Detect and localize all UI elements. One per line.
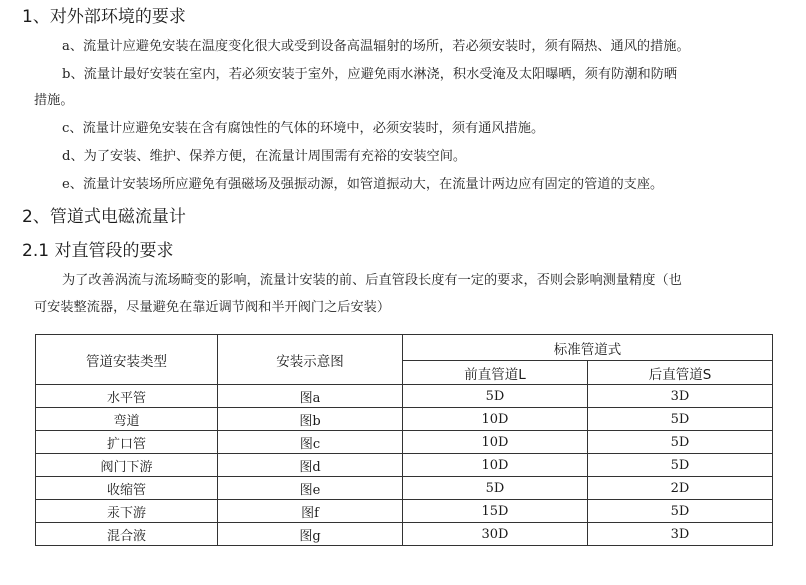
- straight-pipe-table: [35, 334, 773, 546]
- cell-type: 水平管: [36, 385, 218, 408]
- cell-type: 汞下游: [36, 500, 218, 523]
- straight-pipe-paragraph-line1: 为了改善涡流与流场畸变的影响，流量计安装的前、后直管段长度有一定的要求，否则会影响测量精度（也: [62, 273, 682, 288]
- table-row: [36, 408, 773, 431]
- cell-type: 扩口管: [36, 431, 218, 454]
- requirement-c: c、流量计应避免安装在含有腐蚀性的气体的环境中，必须安装时，须有通风措施。: [62, 121, 545, 136]
- cell-diagram: 图g: [218, 523, 403, 546]
- cell-front: 10D: [403, 431, 588, 454]
- cell-back: 3D: [588, 385, 773, 408]
- table-row: [36, 523, 773, 546]
- column-header-diagram: 安装示意图: [218, 335, 403, 385]
- cell-diagram: 图a: [218, 385, 403, 408]
- cell-diagram: 图d: [218, 454, 403, 477]
- column-header-back-straight: 后直管道S: [588, 361, 773, 385]
- cell-back: 2D: [588, 477, 773, 500]
- cell-diagram: 图f: [218, 500, 403, 523]
- cell-front: 5D: [403, 477, 588, 500]
- cell-back: 5D: [588, 454, 773, 477]
- cell-type: 混合液: [36, 523, 218, 546]
- section-heading-environment: 1、对外部环境的要求: [22, 7, 186, 27]
- cell-front: 30D: [403, 523, 588, 546]
- table-header-row: [36, 335, 773, 361]
- table-row: [36, 431, 773, 454]
- table-row: [36, 500, 773, 523]
- cell-back: 5D: [588, 500, 773, 523]
- requirement-d: d、为了安装、维护、保养方便，在流量计周围需有充裕的安装空间。: [62, 149, 467, 164]
- column-header-standard: 标准管道式: [403, 335, 773, 361]
- requirement-a: a、流量计应避免安装在温度变化很大或受到设备高温辐射的场所，若必须安装时，须有隔热、通风的措施。: [62, 39, 690, 54]
- cell-type: 阀门下游: [36, 454, 218, 477]
- requirement-b-continued: 措施。: [34, 93, 74, 108]
- cell-diagram: 图c: [218, 431, 403, 454]
- cell-front: 15D: [403, 500, 588, 523]
- cell-back: 5D: [588, 431, 773, 454]
- cell-back: 5D: [588, 408, 773, 431]
- cell-front: 5D: [403, 385, 588, 408]
- cell-diagram: 图b: [218, 408, 403, 431]
- table-row: [36, 454, 773, 477]
- section-heading-pipe-meter: 2、管道式电磁流量计: [22, 207, 186, 227]
- table-row: [36, 477, 773, 500]
- column-header-front-straight: 前直管道L: [403, 361, 588, 385]
- cell-back: 3D: [588, 523, 773, 546]
- straight-pipe-paragraph-line2: 可安装整流器，尽量避免在靠近调节阀和半开阀门之后安装）: [34, 300, 391, 315]
- requirement-e: e、流量计安装场所应避免有强磁场及强振动源，如管道振动大，在流量计两边应有固定的管道的支座。: [62, 177, 664, 192]
- requirement-b: b、流量计最好安装在室内，若必须安装于室外，应避免雨水淋浇，积水受淹及太阳曝晒，须有防潮和防晒: [62, 67, 678, 82]
- cell-type: 弯道: [36, 408, 218, 431]
- table-row: [36, 385, 773, 408]
- cell-front: 10D: [403, 408, 588, 431]
- column-header-type: 管道安装类型: [36, 335, 218, 385]
- cell-front: 10D: [403, 454, 588, 477]
- cell-diagram: 图e: [218, 477, 403, 500]
- cell-type: 收缩管: [36, 477, 218, 500]
- section-heading-straight-pipe: 2.1 对直管段的要求: [22, 241, 174, 261]
